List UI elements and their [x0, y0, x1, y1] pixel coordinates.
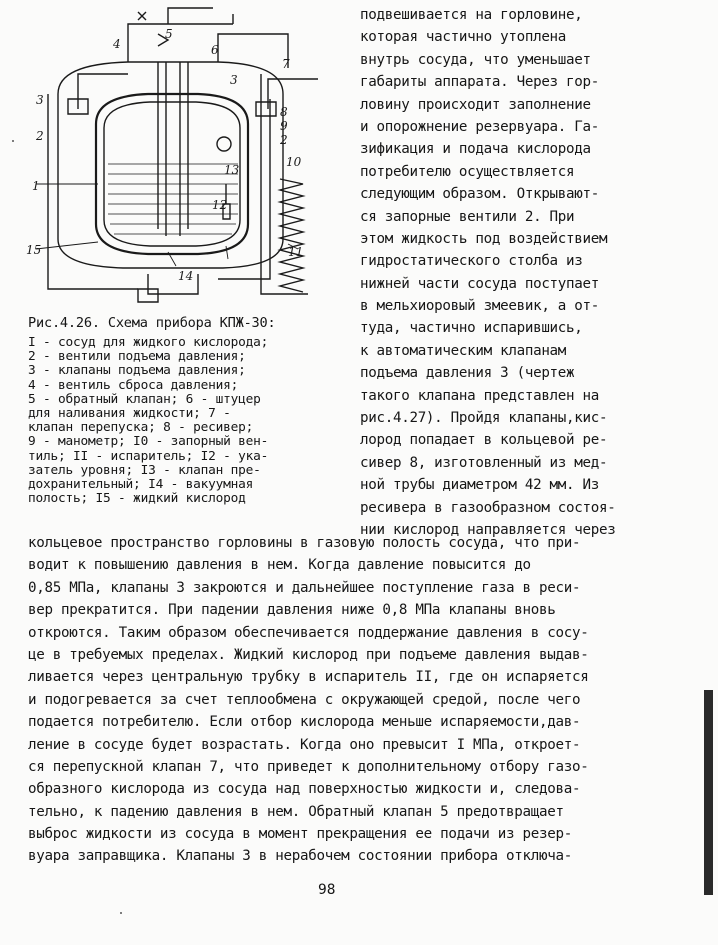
text-line: ся перепускной клапан 7, что приведет к дополнительному отбору газо- — [28, 758, 589, 775]
fig-label-1: 1 — [32, 179, 40, 193]
text-line: и опорожнение резервуара. Га- — [360, 118, 600, 135]
text-line: тельно, к падению давления в нем. Обратный клапан 5 предотвращает — [28, 803, 564, 820]
fig-label-9: 9 — [280, 119, 288, 133]
fig-label-4: 4 — [113, 37, 121, 51]
text-line: ление в сосуде будет возрастать. Когда оно превысит I МПа, откроет- — [28, 736, 581, 753]
neck-tubes — [158, 62, 188, 236]
caption-line: 5 - обратный клапан; 6 - штуцер — [28, 391, 261, 407]
caption-line: клапан перепуска; 8 - ресивер; — [28, 420, 254, 436]
top-piping — [128, 8, 288, 68]
fig-label-14: 14 — [178, 269, 194, 283]
caption-line: дохранительный; I4 - вакуумная — [28, 477, 254, 493]
text-line: которая частично утоплена — [360, 29, 567, 46]
scan-edge-shadow — [704, 690, 713, 895]
fig-label-3a: 3 — [230, 73, 238, 87]
scan-speck — [120, 912, 122, 914]
text-line: ся запорные вентили 2. При — [360, 208, 575, 225]
text-line: зификация и подача кислорода — [360, 141, 591, 158]
text-line: ресивера в газообразном состоя- — [360, 499, 616, 516]
caption-line: для наливания жидкости; 7 - — [28, 406, 231, 422]
text-line: потребителю осуществляется — [360, 163, 575, 180]
text-line: ной трубы диаметром 42 мм. Из — [360, 477, 600, 494]
caption-line: затель уровня; I3 - клапан пре- — [28, 462, 261, 478]
fig-label-6: 6 — [211, 43, 219, 57]
text-line: подается потребителю. Если отбор кислорода меньше испаряемости,дав- — [28, 714, 581, 731]
text-line: к автоматическим клапанам — [360, 342, 567, 359]
caption-line: полость; I5 - жидкий кислород — [28, 491, 246, 507]
text-line: водит к повышению давления в нем. Когда давление повысится до — [28, 557, 531, 574]
text-line: рис.4.27). Пройдя клапаны,кис- — [360, 410, 608, 427]
body-text — [28, 532, 668, 868]
caption-title: Рис.4.26. Схема прибора КПЖ-30: — [28, 315, 276, 331]
text-line: вер прекратится. При падении давления ниже 0,8 МПа клапаны вновь — [28, 602, 556, 619]
text-line: 0,85 МПа, клапаны 3 закроются и дальнейшее поступление газа в реси- — [28, 579, 581, 596]
fig-label-5: 5 — [165, 27, 173, 41]
scan-speck — [12, 140, 14, 142]
text-line: и подогревается за счет теплообмена с окружающей средой, после чего — [28, 691, 581, 708]
fig-label-15: 15 — [26, 243, 42, 257]
fig-label-2b: 2 — [280, 133, 288, 147]
side-piping — [78, 74, 318, 109]
caption-line: тиль; II - испаритель; I2 - ука- — [28, 448, 269, 464]
text-line: це в требуемых пределах. Жидкий кислород при подъеме давления выдав- — [28, 646, 589, 663]
text-line: выброс жидкости из сосуда в момент прекращения ее подачи из резер- — [28, 826, 572, 843]
text-line: этом жидкость под воздействием — [360, 230, 608, 247]
schematic-svg — [18, 4, 318, 312]
fig-label-2a: 2 — [36, 129, 44, 143]
text-line: в мельхиоровый змеевик, а от- — [360, 298, 600, 315]
text-line: сивер 8, изготовленный из мед- — [360, 454, 608, 471]
fig-label-10: 10 — [286, 155, 302, 169]
fig-label-12: 12 — [212, 198, 228, 212]
text-line: кольцевое пространство горловины в газовую полость сосуда, что при- — [28, 535, 581, 551]
text-line: гидростатического столба из — [360, 253, 583, 270]
fig-label-7: 7 — [282, 57, 290, 71]
caption-line: 9 - манометр; I0 - запорный вен- — [28, 434, 269, 450]
text-line: ловину происходит заполнение — [360, 96, 591, 113]
text-line: такого клапана представлен на — [360, 387, 600, 404]
kpzh-30-schematic-figure — [18, 4, 318, 312]
manometer-gauge — [217, 137, 231, 151]
text-line: туда, частично испарившись, — [360, 320, 583, 337]
text-line: ливается через центральную трубку в испаритель II, где он испаряется — [28, 669, 589, 686]
fig-label-8: 8 — [280, 105, 288, 119]
right-column-text — [360, 4, 650, 541]
text-line: следующим образом. Открывают- — [360, 186, 600, 203]
caption-line: 4 - вентиль сброса давления; — [28, 377, 239, 393]
figure-caption — [28, 314, 328, 506]
page-number: 98 — [318, 882, 336, 898]
text-line: подвешивается на горловине, — [360, 7, 583, 23]
text-line: нижней части сосуда поступает — [360, 275, 600, 292]
caption-line: 3 - клапаны подъема давления; — [28, 363, 246, 379]
text-line: нии кислород направляется через — [360, 521, 616, 538]
fig-label-3b: 3 — [36, 93, 44, 107]
text-line: откроются. Таким образом обеспечивается поддержание давления в сосу- — [28, 624, 589, 641]
caption-line: I - сосуд для жидкого кислорода; — [28, 335, 269, 350]
text-line: вуара заправщика. Клапаны 3 в нерабочем состоянии прибора отключа- — [28, 848, 572, 865]
fig-label-11: 11 — [288, 245, 304, 259]
valve-symbols — [138, 12, 168, 46]
fig-label-13: 13 — [224, 163, 240, 177]
text-line: лород попадает в кольцевой ре- — [360, 432, 608, 449]
text-line: образного кислорода из сосуда над поверхностью жидкости и, следова- — [28, 781, 581, 798]
text-line: внутрь сосуда, что уменьшает — [360, 51, 591, 68]
text-line: подъема давления 3 (чертеж — [360, 365, 575, 382]
caption-line: 2 - вентили подъема давления; — [28, 349, 246, 365]
text-line: габариты аппарата. Через гор- — [360, 74, 600, 91]
